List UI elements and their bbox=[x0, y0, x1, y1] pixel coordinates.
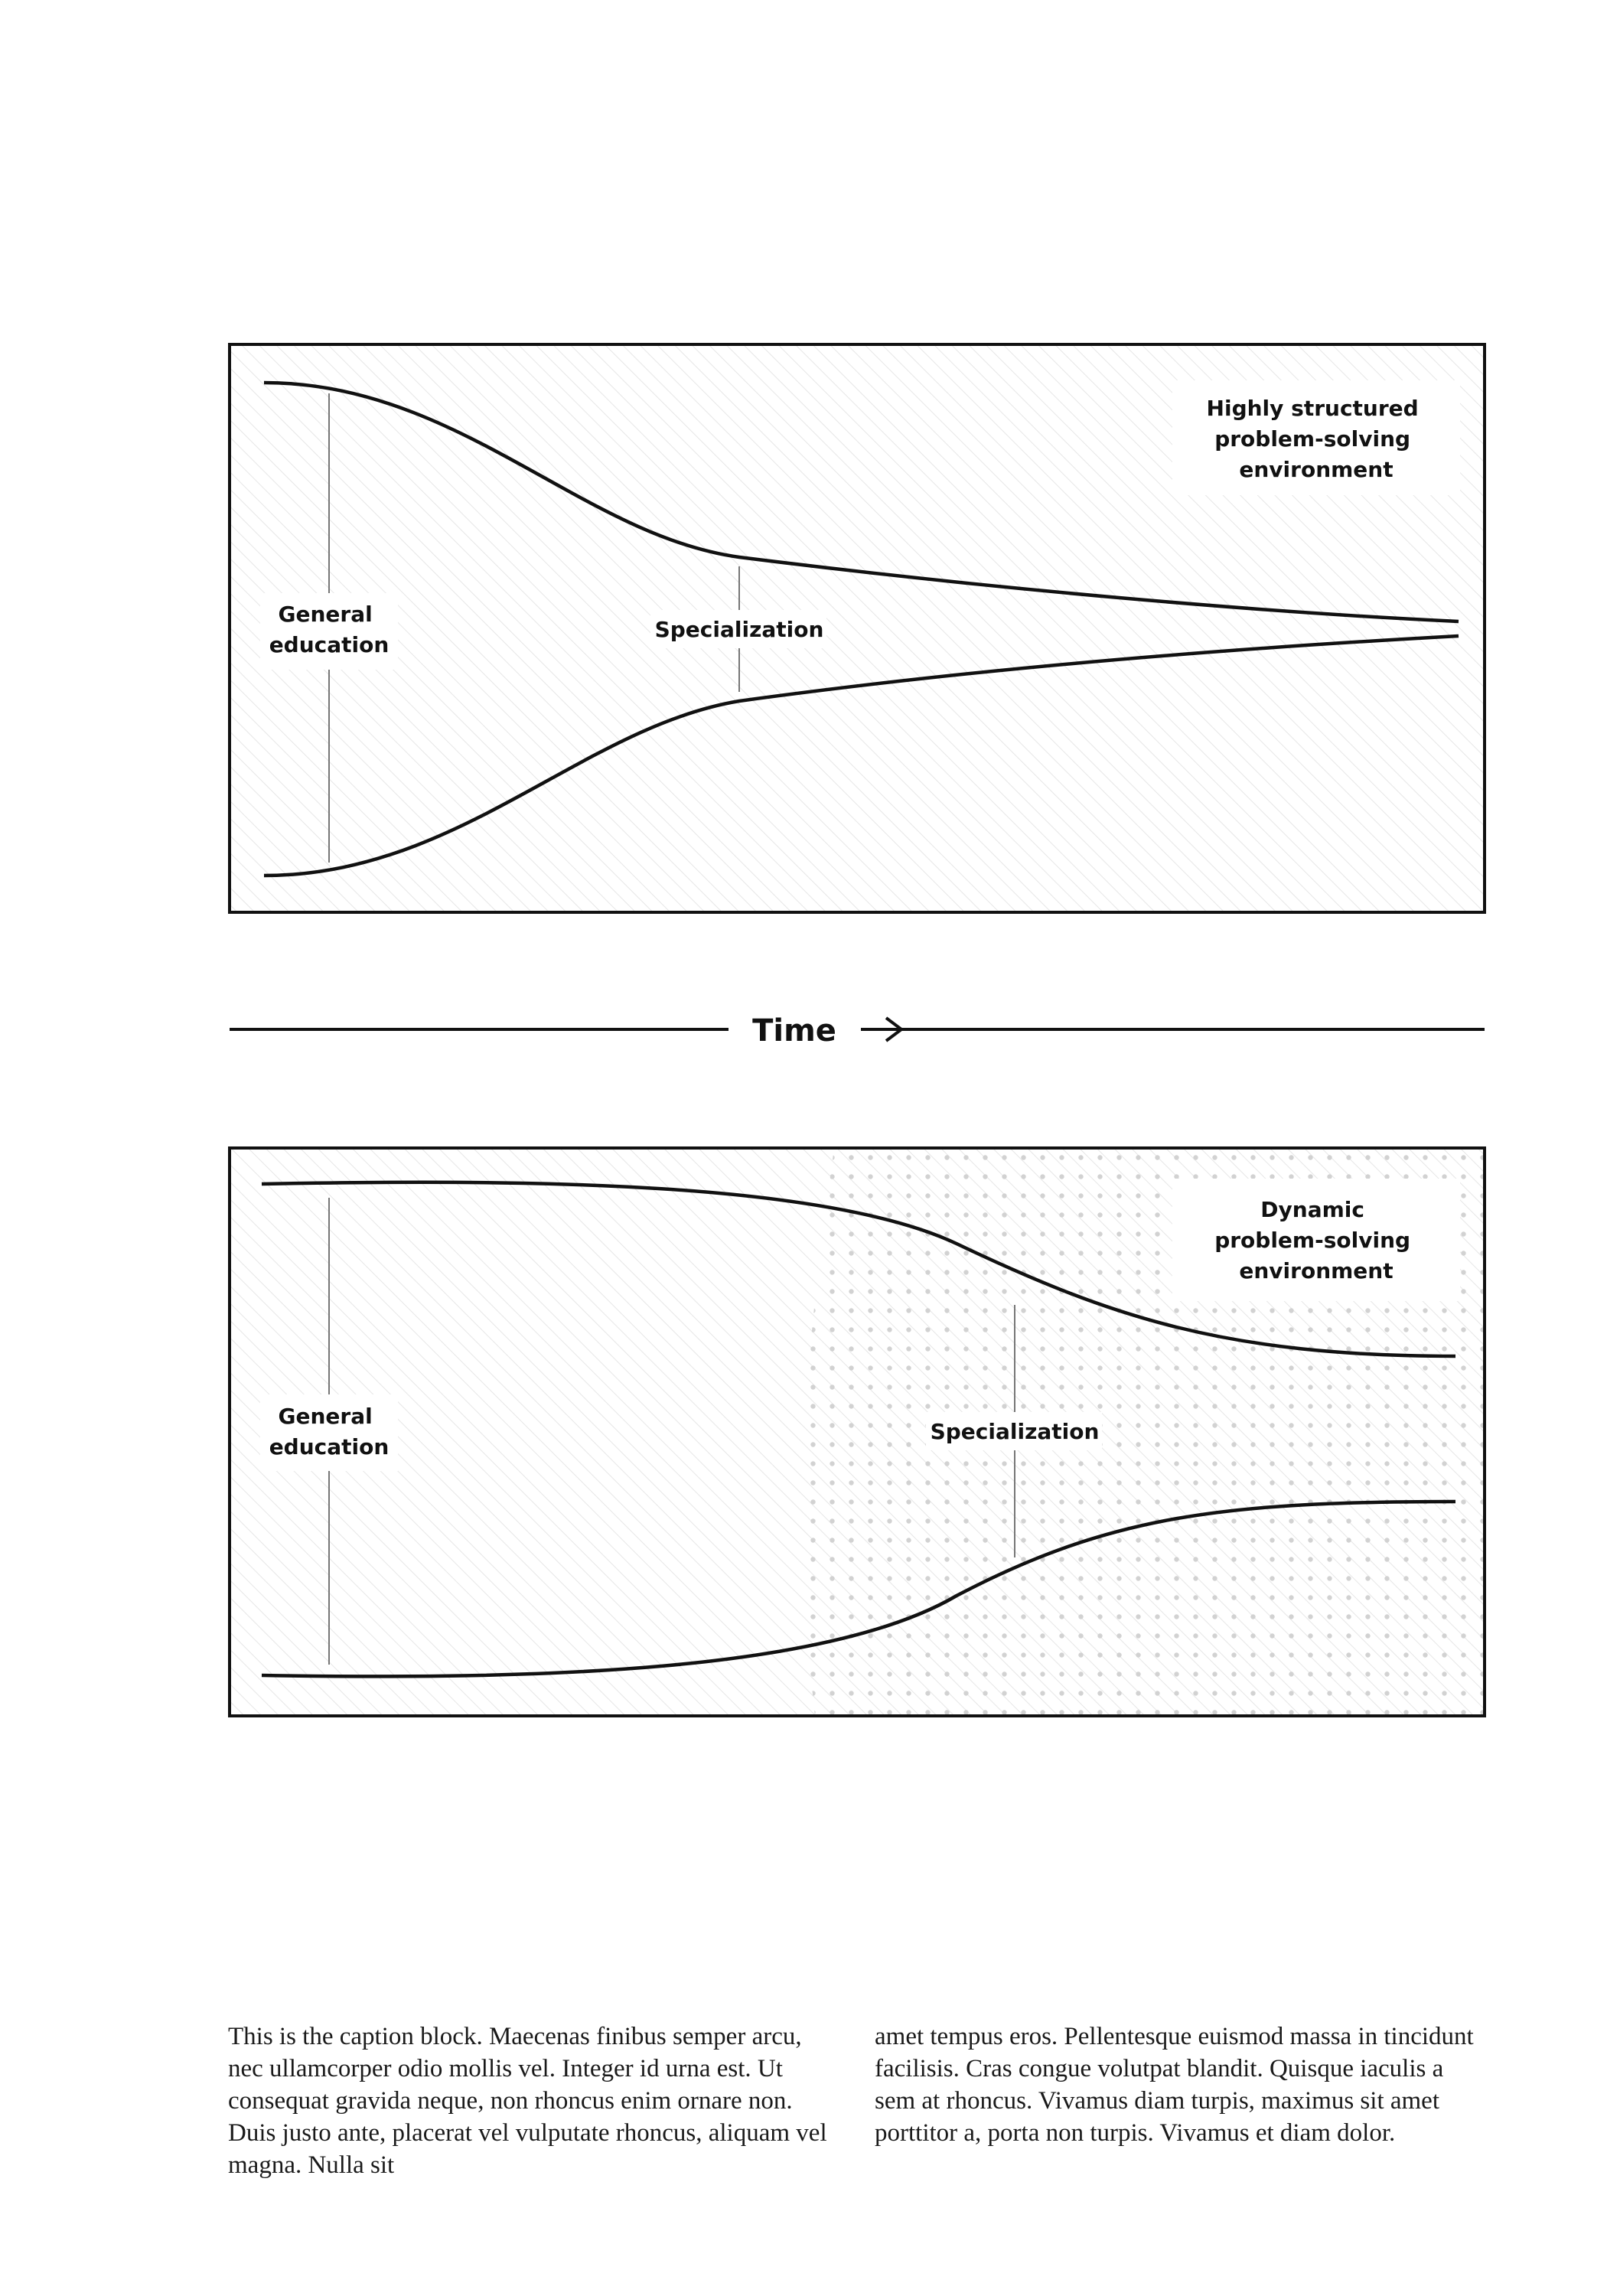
time-axis bbox=[230, 1013, 1485, 1049]
time-axis-label: Time bbox=[752, 1013, 836, 1049]
top-specialization-label: Specialization bbox=[654, 617, 824, 642]
top-environment-line-3: environment bbox=[1239, 457, 1393, 482]
top-environment-line-1: Highly structured bbox=[1206, 396, 1419, 421]
top-panel bbox=[230, 344, 1485, 912]
top-general-line-2: education bbox=[269, 632, 390, 657]
bottom-environment-line-2: problem-solving bbox=[1214, 1228, 1411, 1253]
bottom-general-line-2: education bbox=[269, 1434, 390, 1459]
bottom-specialization-label: Specialization bbox=[930, 1419, 1100, 1444]
arrow-right-icon bbox=[861, 1018, 901, 1041]
bottom-environment-line-1: Dynamic bbox=[1260, 1197, 1364, 1222]
top-environment-label bbox=[1207, 396, 1426, 482]
caption-left-column: This is the caption block. Maecenas finibus semper arcu, nec ullamcorper odio mollis vel. Integer id urna est. Ut consequat gravida neque, non rhoncus enim ornare non. Duis justo ante, placerat vel vulputate rhoncus, aliquam vel magna. Nulla sit bbox=[228, 2023, 827, 2179]
caption-right-column: amet tempus eros. Pellentesque euismod massa in tincidunt facilisis. Cras congue volutpat blandit. Quisque iaculis a sem at rhoncus. Vivamus diam turpis, maximus sit amet porttitor a, porta non turpis. Vivamus et diam dolor. bbox=[875, 2023, 1474, 2147]
bottom-panel bbox=[230, 1148, 1485, 1716]
top-general-line-1: General bbox=[278, 602, 373, 627]
bottom-general-line-1: General bbox=[278, 1404, 373, 1429]
top-environment-line-2: problem-solving bbox=[1214, 426, 1411, 452]
bottom-environment-line-3: environment bbox=[1239, 1258, 1393, 1283]
